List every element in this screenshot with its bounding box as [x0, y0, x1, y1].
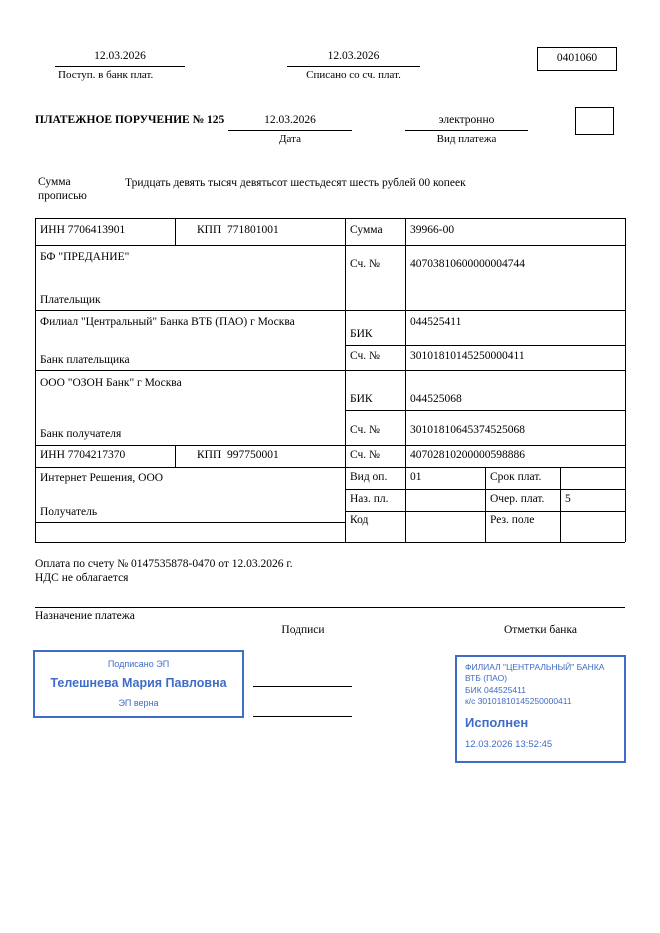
payment-term-label: Срок плат.	[490, 471, 542, 483]
received-date: 12.03.2026	[94, 50, 146, 62]
form-code-box	[537, 47, 617, 71]
payment-type: электронно	[438, 114, 495, 126]
payer-inn: ИНН 7706413901	[40, 224, 126, 236]
received-date-label: Поступ. в банк плат.	[58, 69, 154, 81]
purpose-label: Назначение платежа	[35, 610, 135, 622]
priority-value: 5	[565, 493, 571, 505]
op-type-label: Вид оп.	[350, 471, 388, 483]
payer-bank-name: Филиал "Центральный" Банка ВТБ (ПАО) г Москва	[40, 316, 295, 328]
payee-label: Получатель	[40, 506, 98, 518]
table-vline	[625, 218, 626, 542]
purpose-underline	[35, 607, 625, 608]
payee-name: Интернет Решения, ООО	[40, 472, 164, 484]
payee-bank-name: ООО "ОЗОН Банк" г Москва	[40, 377, 182, 389]
op-type-value: 01	[410, 471, 422, 483]
table-hline	[35, 218, 625, 219]
table-hline	[35, 310, 625, 311]
payee-account-label: Сч. №	[350, 449, 381, 461]
payer-bank-bik: 044525411	[410, 316, 462, 328]
table-hline	[35, 245, 625, 246]
payer-bank-corr-account: 30101810145250000411	[410, 350, 525, 362]
table-hline	[345, 345, 625, 346]
bank-stamp-name-line2: ВТБ (ПАО)	[465, 673, 508, 684]
purpose-code-label: Наз. пл.	[350, 493, 389, 505]
amount-words-label: Сумма прописью	[38, 176, 87, 202]
table-vline	[35, 218, 36, 542]
signature-line-1	[253, 686, 352, 687]
bank-stamp-corr-account: к/с 30101810145250000411	[465, 696, 572, 707]
bank-stamp	[455, 655, 626, 763]
document-title: ПЛАТЕЖНОЕ ПОРУЧЕНИЕ № 125	[35, 114, 225, 126]
payee-bank-label: Банк получателя	[40, 428, 122, 440]
payer-account-label: Сч. №	[350, 258, 381, 270]
debited-date: 12.03.2026	[327, 50, 380, 62]
amount-words: Тридцать девять тысяч девятьсот шестьдесят шесть рублей 00 копеек	[125, 177, 466, 189]
received-date-underline	[55, 66, 185, 67]
table-vline	[560, 467, 561, 542]
form-code: 0401060	[556, 52, 598, 64]
payer-name: БФ "ПРЕДАНИЕ"	[40, 251, 130, 263]
payment-type-underline	[405, 130, 528, 131]
payment-type-label: Вид платежа	[436, 133, 497, 145]
signatures-label: Подписи	[281, 624, 325, 636]
payee-account: 40702810200000598886	[410, 449, 525, 461]
status-code-box	[575, 107, 614, 135]
priority-label: Очер. плат.	[490, 493, 545, 505]
payer-kpp: КПП 771801001	[197, 224, 279, 236]
payer-bank-bik-label: БИК	[350, 328, 373, 340]
table-hline	[35, 467, 625, 468]
code-label: Код	[350, 514, 369, 526]
bank-stamp-status: Исполнен	[465, 714, 529, 730]
signature-verified-label: ЭП верна	[118, 698, 159, 709]
table-vline	[175, 218, 176, 245]
debited-date-label: Списано со сч. плат.	[306, 69, 401, 81]
date-label: Дата	[279, 133, 301, 145]
payee-kpp: КПП 997750001	[197, 449, 279, 461]
payer-bank-corr-label: Сч. №	[350, 350, 381, 362]
payee-bank-corr-account: 30101810645374525068	[410, 424, 525, 436]
table-hline	[35, 542, 625, 543]
table-hline	[35, 370, 625, 371]
date-underline	[228, 130, 352, 131]
bank-stamp-name-line1: ФИЛИАЛ "ЦЕНТРАЛЬНЫЙ" БАНКА	[465, 662, 605, 672]
signer-name: Телешнева Мария Павловна	[50, 676, 227, 691]
payee-bank-bik-label: БИК	[350, 393, 373, 405]
signature-stamp	[33, 650, 244, 718]
sum-label: Сумма	[350, 224, 383, 236]
signature-line-2	[253, 716, 352, 717]
payee-bank-bik: 044525068	[410, 393, 462, 405]
payer-label: Плательщик	[40, 294, 101, 306]
payee-underline	[35, 522, 345, 523]
purpose-line1: Оплата по счету № 0147535878-0470 от 12.03.2026 г.	[35, 558, 293, 570]
document-date: 12.03.2026	[264, 114, 316, 126]
signed-by-label: Подписано ЭП	[107, 658, 170, 669]
table-vline	[175, 445, 176, 467]
table-hline	[35, 445, 625, 446]
table-vline	[345, 218, 346, 542]
sum-value: 39966-00	[410, 224, 455, 236]
table-hline	[345, 410, 625, 411]
payer-account: 40703810600000004744	[410, 258, 525, 270]
bank-marks-label: Отметки банка	[504, 624, 577, 636]
reserve-field-label: Рез. поле	[490, 514, 535, 526]
bank-stamp-timestamp: 12.03.2026 13:52:45	[465, 739, 553, 751]
payer-bank-label: Банк плательщика	[40, 354, 130, 366]
payee-bank-corr-label: Сч. №	[350, 424, 381, 436]
table-vline	[485, 467, 486, 542]
purpose-line2: НДС не облагается	[35, 572, 129, 584]
debited-date-underline	[287, 66, 420, 67]
table-vline	[405, 218, 406, 542]
payee-inn: ИНН 7704217370	[40, 449, 126, 461]
bank-stamp-bik: БИК 044525411	[465, 684, 526, 695]
